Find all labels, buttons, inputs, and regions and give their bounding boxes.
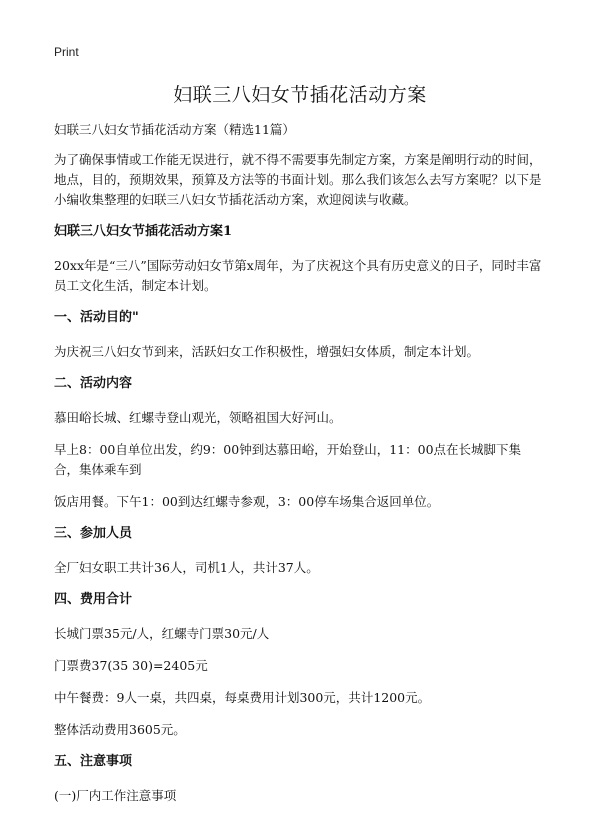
document-title: 妇联三八妇女节插花活动方案 [173, 84, 427, 106]
costs-paragraph-1: 长城门票35元/人，红螺寺门票30元/人 [54, 626, 270, 641]
costs-paragraph-4: 整体活动费用3605元。 [54, 722, 186, 737]
purpose-paragraph: 为庆祝三八妇女节到来，活跃妇女工作积极性，增强妇女体质，制定本计划。 [54, 344, 480, 359]
participants-paragraph: 全厂妇女职工共计36人，司机1人，共计37人。 [54, 560, 319, 575]
content-paragraph-1: 慕田峪长城、红螺寺登山观光，领略祖国大好河山。 [54, 410, 342, 425]
document-subtitle: 妇联三八妇女节插花活动方案（精选11篇） [54, 122, 295, 137]
heading-notes: 五、注意事项 [54, 754, 133, 769]
heading-participants: 三、参加人员 [54, 526, 133, 541]
print-label: Print [54, 45, 79, 59]
document-body [54, 120, 546, 818]
intro-paragraph: 为了确保事情或工作能无误进行，就不得不需要事先制定方案，方案是阐明行动的时间，地点，目的，预期效果，预算及方法等的书面计划。那么我们该怎么去写方案呢？以下是小编收集整理的妇联三八妇女节插花活动方案，欢迎阅读与收藏。 [54, 152, 542, 207]
content-paragraph-3: 饭店用餐。下午1：00到达红螺寺参观，3：00停车场集合返回单位。 [54, 494, 440, 509]
heading-purpose: 一、活动目的" [54, 310, 139, 325]
heading-costs: 四、费用合计 [54, 592, 133, 607]
notes-paragraph: (一)厂内工作注意事项 [54, 788, 177, 803]
costs-paragraph-2: 门票费37(35 30)=2405元 [54, 658, 208, 673]
costs-paragraph-3: 中午餐费：9人一桌，共四桌，每桌费用计划300元，共计1200元。 [54, 690, 431, 705]
content-paragraph-2: 早上8：00自单位出发，约9：00钟到达慕田峪，开始登山，11：00点在长城脚下集合，集体乘车到 [54, 442, 522, 477]
section-heading: 妇联三八妇女节插花活动方案1 [54, 224, 233, 239]
heading-content: 二、活动内容 [54, 376, 133, 391]
section-intro-paragraph: 20xx年是“三八”国际劳动妇女节第x周年，为了庆祝这个具有历史意义的日子，同时丰富员工文化生活，制定本计划。 [54, 258, 542, 293]
